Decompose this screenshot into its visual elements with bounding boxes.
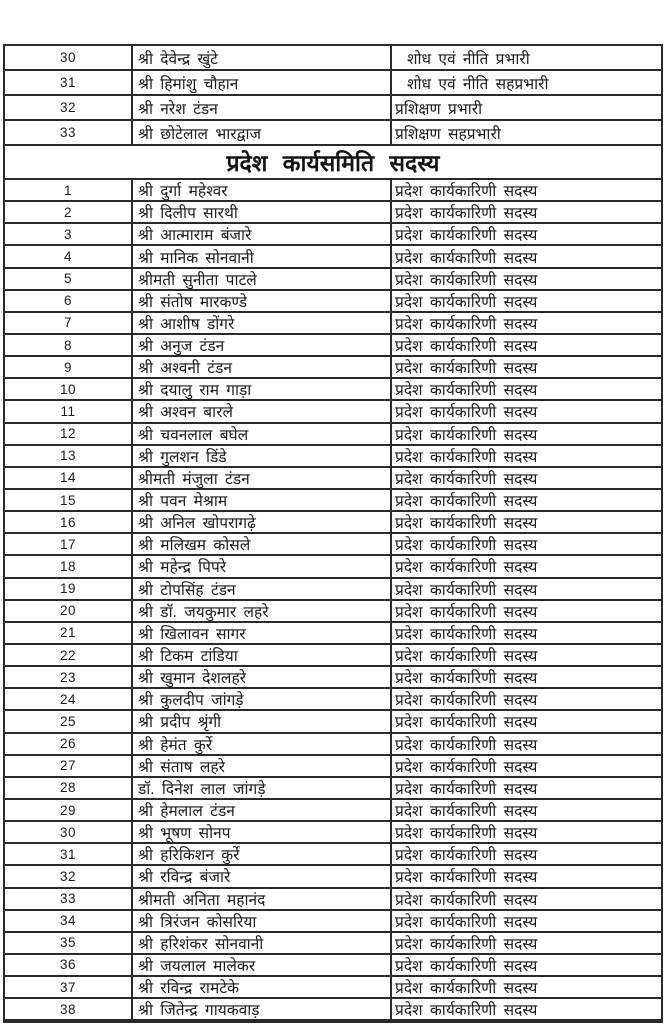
table-row bbox=[5, 601, 661, 623]
designation-cell: प्रदेश कार्यकारिणी सदस्य bbox=[395, 603, 538, 621]
designation-cell: प्रदेश कार्यकारिणी सदस्य bbox=[395, 625, 538, 643]
designation-cell: प्रदेश कार्यकारिणी सदस्य bbox=[395, 869, 538, 887]
designation-cell: प्रदेश कार्यकारिणी सदस्य bbox=[395, 692, 538, 710]
serial-number-cell: 11 bbox=[5, 401, 133, 421]
designation-cell: प्रदेश कार्यकारिणी सदस्य bbox=[395, 227, 538, 245]
designation-cell: प्रदेश कार्यकारिणी सदस्य bbox=[395, 515, 538, 533]
table-row bbox=[5, 579, 661, 601]
designation-cell: प्रदेश कार्यकारिणी सदस्य bbox=[395, 913, 538, 931]
section-header-title: प्रदेश कार्यसमिति सदस्य bbox=[226, 150, 440, 176]
member-name-cell: डॉ. दिनेश लाल जांगड़े bbox=[133, 778, 392, 798]
serial-number-cell: 34 bbox=[5, 911, 133, 931]
table-row bbox=[5, 291, 661, 313]
member-name-cell: श्री हिमांशु चौहान bbox=[133, 71, 392, 94]
serial-number-cell: 21 bbox=[5, 623, 133, 643]
member-name-cell: श्री संताष लहरे bbox=[133, 756, 392, 776]
member-name-cell: श्री प्रदीप श्रृंगी bbox=[133, 711, 392, 731]
table-row bbox=[5, 734, 661, 756]
table-row bbox=[5, 379, 661, 401]
table-row bbox=[5, 556, 661, 578]
member-name-cell: श्री हेमलाल टंडन bbox=[133, 800, 392, 820]
designation-cell: प्रदेश कार्यकारिणी सदस्य bbox=[395, 648, 538, 666]
member-name-cell: श्री मलिखम कोसले bbox=[133, 534, 392, 554]
table-row bbox=[5, 96, 661, 121]
member-name-cell: श्री जितेन्द्र गायकवाड़ bbox=[133, 999, 392, 1019]
designation-cell: प्रदेश कार्यकारिणी सदस्य bbox=[395, 205, 538, 223]
member-name-cell: श्री पवन मेश्राम bbox=[133, 490, 392, 510]
table-row bbox=[5, 667, 661, 689]
designation-cell: प्रशिक्षण प्रभारी bbox=[395, 100, 483, 118]
designation-cell: प्रशिक्षण सहप्रभारी bbox=[395, 125, 501, 143]
member-name-cell: श्री डॉ. जयकुमार लहरे bbox=[133, 601, 392, 621]
designation-cell: प्रदेश कार्यकारिणी सदस्य bbox=[395, 714, 538, 732]
table-row bbox=[5, 955, 661, 977]
designation-cell: प्रदेश कार्यकारिणी सदस्य bbox=[395, 780, 538, 798]
member-name-cell: श्री खिलावन सागर bbox=[133, 623, 392, 643]
table-row bbox=[5, 224, 661, 246]
serial-number-cell: 6 bbox=[5, 291, 133, 311]
table-row bbox=[5, 490, 661, 512]
table-row bbox=[5, 999, 661, 1021]
member-name-cell: श्री हरिकिशन कुर्रे bbox=[133, 844, 392, 864]
table-row bbox=[5, 269, 661, 291]
designation-cell: प्रदेश कार्यकारिणी सदस्य bbox=[395, 404, 538, 422]
designation-cell: प्रदेश कार्यकारिणी सदस्य bbox=[395, 470, 538, 488]
serial-number-cell: 29 bbox=[5, 800, 133, 820]
member-name-cell: श्रीमती अनिता महानंद bbox=[133, 889, 392, 909]
member-name-cell: श्री अश्वन बारले bbox=[133, 401, 392, 421]
designation-cell: प्रदेश कार्यकारिणी सदस्य bbox=[395, 736, 538, 754]
serial-number-cell: 23 bbox=[5, 667, 133, 687]
member-name-cell: श्री आत्माराम बंजारे bbox=[133, 224, 392, 244]
designation-cell: प्रदेश कार्यकारिणी सदस्य bbox=[395, 448, 538, 466]
table-row bbox=[5, 623, 661, 645]
member-name-cell: श्री टिकम टांडिया bbox=[133, 645, 392, 665]
designation-cell: प्रदेश कार्यकारिणी सदस्य bbox=[395, 803, 538, 821]
table-row bbox=[5, 689, 661, 711]
serial-number-cell: 31 bbox=[5, 844, 133, 864]
member-name-cell: श्री अनुज टंडन bbox=[133, 335, 392, 355]
designation-cell: प्रदेश कार्यकारिणी सदस्य bbox=[395, 382, 538, 400]
member-name-cell: श्री भूषण सोनप bbox=[133, 822, 392, 842]
member-name-cell: श्री कुलदीप जांगड़े bbox=[133, 689, 392, 709]
serial-number-cell: 33 bbox=[5, 121, 133, 144]
table-row bbox=[5, 534, 661, 556]
table-row bbox=[5, 844, 661, 866]
serial-number-cell: 5 bbox=[5, 269, 133, 289]
serial-number-cell: 35 bbox=[5, 933, 133, 953]
member-name-cell: श्री संतोष मारकण्डे bbox=[133, 291, 392, 311]
table-row bbox=[5, 202, 661, 224]
table-row bbox=[5, 977, 661, 999]
designation-cell: प्रदेश कार्यकारिणी सदस्य bbox=[395, 493, 538, 511]
table-row bbox=[5, 911, 661, 933]
table-row bbox=[5, 756, 661, 778]
designation-cell: प्रदेश कार्यकारिणी सदस्य bbox=[395, 360, 538, 378]
serial-number-cell: 10 bbox=[5, 379, 133, 399]
table-row bbox=[5, 335, 661, 357]
serial-number-cell: 18 bbox=[5, 556, 133, 576]
table-row bbox=[5, 512, 661, 534]
designation-cell: प्रदेश कार्यकारिणी सदस्य bbox=[395, 847, 538, 865]
serial-number-cell: 7 bbox=[5, 313, 133, 333]
table-row bbox=[5, 357, 661, 379]
section-header bbox=[5, 146, 661, 180]
serial-number-cell: 14 bbox=[5, 468, 133, 488]
serial-number-cell: 24 bbox=[5, 689, 133, 709]
member-name-cell: श्री देवेन्द्र खुंटे bbox=[133, 46, 392, 69]
designation-cell: प्रदेश कार्यकारिणी सदस्य bbox=[395, 338, 538, 356]
designation-cell: प्रदेश कार्यकारिणी सदस्य bbox=[395, 758, 538, 776]
serial-number-cell: 31 bbox=[5, 71, 133, 94]
table-row bbox=[5, 645, 661, 667]
table-row bbox=[5, 313, 661, 335]
designation-cell: प्रदेश कार्यकारिणी सदस्य bbox=[395, 537, 538, 555]
serial-number-cell: 9 bbox=[5, 357, 133, 377]
serial-number-cell: 3 bbox=[5, 224, 133, 244]
member-name-cell: श्री हरिशंकर सोनवानी bbox=[133, 933, 392, 953]
serial-number-cell: 32 bbox=[5, 866, 133, 886]
table-row bbox=[5, 71, 661, 96]
serial-number-cell: 15 bbox=[5, 490, 133, 510]
member-name-cell: श्री चवनलाल बघेल bbox=[133, 424, 392, 444]
designation-cell: प्रदेश कार्यकारिणी सदस्य bbox=[395, 183, 538, 201]
table-row bbox=[5, 800, 661, 822]
serial-number-cell: 4 bbox=[5, 246, 133, 266]
member-name-cell: श्री रविन्द्र रामटेके bbox=[133, 977, 392, 997]
serial-number-cell: 8 bbox=[5, 335, 133, 355]
designation-cell: प्रदेश कार्यकारिणी सदस्य bbox=[395, 271, 538, 289]
serial-number-cell: 2 bbox=[5, 202, 133, 222]
serial-number-cell: 33 bbox=[5, 889, 133, 909]
designation-cell: प्रदेश कार्यकारिणी सदस्य bbox=[395, 958, 538, 975]
member-name-cell: श्री हेमंत कुर्रे bbox=[133, 734, 392, 754]
member-name-cell: श्री दयालु राम गाड़ा bbox=[133, 379, 392, 399]
serial-number-cell: 13 bbox=[5, 446, 133, 466]
serial-number-cell: 36 bbox=[5, 955, 133, 975]
member-name-cell: श्री मानिक सोनवानी bbox=[133, 246, 392, 266]
serial-number-cell: 30 bbox=[5, 822, 133, 842]
serial-number-cell: 1 bbox=[5, 180, 133, 200]
main-table-rows bbox=[5, 180, 661, 1021]
member-name-cell: श्री दुर्गा महेश्वर bbox=[133, 180, 392, 200]
table-row bbox=[5, 468, 661, 490]
table-row bbox=[5, 933, 661, 955]
serial-number-cell: 19 bbox=[5, 579, 133, 599]
member-name-cell: श्री नरेश टंडन bbox=[133, 96, 392, 119]
designation-cell: प्रदेश कार्यकारिणी सदस्य bbox=[395, 426, 538, 444]
table-row bbox=[5, 180, 661, 202]
designation-cell: प्रदेश कार्यकारिणी सदस्य bbox=[395, 670, 538, 688]
table-row bbox=[5, 246, 661, 268]
table-row bbox=[5, 424, 661, 446]
designation-cell: प्रदेश कार्यकारिणी सदस्य bbox=[395, 935, 538, 953]
serial-number-cell: 22 bbox=[5, 645, 133, 665]
serial-number-cell: 38 bbox=[5, 999, 133, 1019]
table-row bbox=[5, 446, 661, 468]
serial-number-cell: 25 bbox=[5, 711, 133, 731]
committee-table bbox=[3, 44, 663, 1023]
member-name-cell: श्री जयलाल मालेकर bbox=[133, 955, 392, 975]
serial-number-cell: 37 bbox=[5, 977, 133, 997]
table-row bbox=[5, 46, 661, 71]
serial-number-cell: 32 bbox=[5, 96, 133, 119]
designation-cell: प्रदेश कार्यकारिणी सदस्य bbox=[395, 891, 538, 909]
serial-number-cell: 26 bbox=[5, 734, 133, 754]
member-name-cell: श्री खुमान देशलहरे bbox=[133, 667, 392, 687]
designation-cell: शोध एवं नीति प्रभारी bbox=[407, 50, 530, 68]
table-row bbox=[5, 778, 661, 800]
member-name-cell: श्री आशीष डोंगरे bbox=[133, 313, 392, 333]
table-row bbox=[5, 711, 661, 733]
serial-number-cell: 20 bbox=[5, 601, 133, 621]
table-row bbox=[5, 401, 661, 423]
member-name-cell: श्री त्रिरंजन कोसरिया bbox=[133, 911, 392, 931]
table-row bbox=[5, 822, 661, 844]
member-name-cell: श्री अनिल खोपरागढ़े bbox=[133, 512, 392, 532]
table-row bbox=[5, 121, 661, 146]
designation-cell: प्रदेश कार्यकारिणी सदस्य bbox=[395, 980, 538, 998]
designation-cell: प्रदेश कार्यकारिणी सदस्य bbox=[395, 825, 538, 843]
serial-number-cell: 12 bbox=[5, 424, 133, 444]
member-name-cell: श्रीमती सुनीता पाटले bbox=[133, 269, 392, 289]
member-name-cell: श्री टोपसिंह टंडन bbox=[133, 579, 392, 599]
serial-number-cell: 16 bbox=[5, 512, 133, 532]
table-row bbox=[5, 889, 661, 911]
top-table-rows bbox=[5, 46, 661, 146]
serial-number-cell: 27 bbox=[5, 756, 133, 776]
designation-cell: प्रदेश कार्यकारिणी सदस्य bbox=[395, 559, 538, 577]
table-row bbox=[5, 866, 661, 888]
member-name-cell: श्री महेन्द्र पिपरे bbox=[133, 556, 392, 576]
designation-cell: प्रदेश कार्यकारिणी सदस्य bbox=[395, 293, 538, 311]
member-name-cell: श्री दिलीप सारथी bbox=[133, 202, 392, 222]
serial-number-cell: 17 bbox=[5, 534, 133, 554]
designation-cell: प्रदेश कार्यकारिणी सदस्य bbox=[395, 315, 538, 333]
designation-cell: प्रदेश कार्यकारिणी सदस्य bbox=[395, 249, 538, 267]
member-name-cell: श्रीमती मंजुला टंडन bbox=[133, 468, 392, 488]
serial-number-cell: 30 bbox=[5, 46, 133, 69]
member-name-cell: श्री गुलशन डिंडे bbox=[133, 446, 392, 466]
designation-cell: प्रदेश कार्यकारिणी सदस्य bbox=[395, 1002, 538, 1020]
member-name-cell: श्री छोटेलाल भारद्वाज bbox=[133, 121, 392, 144]
member-name-cell: श्री अश्वनी टंडन bbox=[133, 357, 392, 377]
serial-number-cell: 28 bbox=[5, 778, 133, 798]
designation-cell: प्रदेश कार्यकारिणी सदस्य bbox=[395, 581, 538, 599]
designation-cell: शोध एवं नीति सहप्रभारी bbox=[407, 75, 549, 93]
member-name-cell: श्री रविन्द्र बंजारे bbox=[133, 866, 392, 886]
